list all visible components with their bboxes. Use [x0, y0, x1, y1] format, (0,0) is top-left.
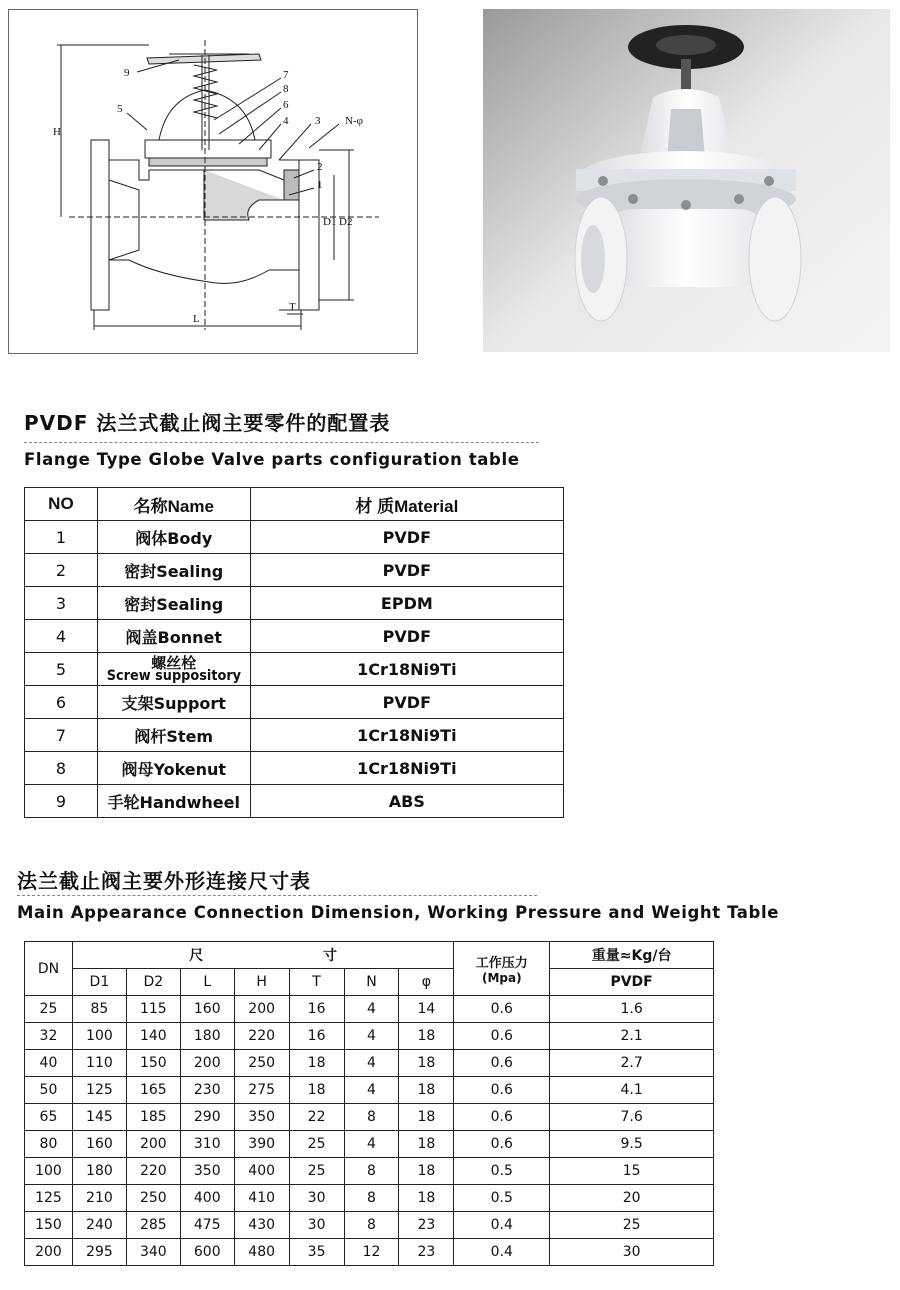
cell-material: PVDF: [250, 554, 563, 587]
cell-d2: 140: [126, 1023, 180, 1050]
table-row: [25, 1185, 714, 1212]
cell-h: 390: [234, 1131, 289, 1158]
table-row: [25, 554, 564, 587]
table-header-row: [25, 942, 714, 969]
cell-weight: 2.1: [550, 1023, 714, 1050]
cell-d1: 125: [72, 1077, 126, 1104]
cell-d1: 85: [72, 996, 126, 1023]
cell-dn: 32: [25, 1023, 73, 1050]
cell-dn: 50: [25, 1077, 73, 1104]
table-header-row: [25, 969, 714, 996]
cell-name: [97, 653, 250, 686]
cell-weight: 1.6: [550, 996, 714, 1023]
cell-phi: 23: [399, 1212, 454, 1239]
cell-dn: 125: [25, 1185, 73, 1212]
cell-name: 阀盖Bonnet: [97, 620, 250, 653]
cell-no: 5: [25, 653, 98, 686]
cell-no: 6: [25, 686, 98, 719]
pressure-label: 工作压力: [475, 956, 528, 971]
table-header-row: [25, 488, 564, 521]
cell-name: 密封Sealing: [97, 554, 250, 587]
cell-name: 密封Sealing: [97, 587, 250, 620]
cell-d2: 165: [126, 1077, 180, 1104]
col-header-phi: φ: [399, 969, 454, 996]
cell-n: 4: [344, 1131, 399, 1158]
col-header-no: NO: [25, 488, 98, 521]
table-row: [25, 752, 564, 785]
cell-phi: 18: [399, 1158, 454, 1185]
cell-no: 7: [25, 719, 98, 752]
cell-t: 25: [289, 1158, 344, 1185]
cell-d2: 250: [126, 1185, 180, 1212]
cell-material: 1Cr18Ni9Ti: [250, 752, 563, 785]
cell-l: 230: [180, 1077, 234, 1104]
pressure-unit: (Mpa): [481, 971, 522, 985]
col-header-material: 材 质Material: [250, 488, 563, 521]
cell-h: 250: [234, 1050, 289, 1077]
col-header-dn: DN: [25, 942, 73, 996]
cell-d2: 220: [126, 1158, 180, 1185]
cell-phi: 18: [399, 1077, 454, 1104]
table-row: [25, 1077, 714, 1104]
cell-name: 阀母Yokenut: [97, 752, 250, 785]
table-row: [25, 785, 564, 818]
cell-pressure: 0.5: [454, 1185, 550, 1212]
cell-d2: 185: [126, 1104, 180, 1131]
cell-weight: 9.5: [550, 1131, 714, 1158]
cell-t: 16: [289, 996, 344, 1023]
cell-no: 3: [25, 587, 98, 620]
cell-n: 4: [344, 1077, 399, 1104]
cell-name: 手轮Handwheel: [97, 785, 250, 818]
dimension-table: [24, 941, 714, 1266]
valve-photo: [483, 9, 890, 352]
cell-material: EPDM: [250, 587, 563, 620]
cell-d2: 285: [126, 1212, 180, 1239]
table-row: [25, 1239, 714, 1266]
cell-material: PVDF: [250, 620, 563, 653]
cell-name: 支架Support: [97, 686, 250, 719]
dims-title-en: Main Appearance Connection Dimension, Working Pressure and Weight Table: [17, 903, 779, 922]
table-row: [25, 653, 564, 686]
cell-phi: 18: [399, 1023, 454, 1050]
parts-title-en: Flange Type Globe Valve parts configuration table: [24, 450, 520, 469]
cell-t: 18: [289, 1077, 344, 1104]
cell-n: 4: [344, 996, 399, 1023]
label-d2: D2: [339, 216, 353, 228]
cell-d2: 150: [126, 1050, 180, 1077]
cell-d2: 115: [126, 996, 180, 1023]
cell-phi: 18: [399, 1050, 454, 1077]
cell-d2: 340: [126, 1239, 180, 1266]
cell-d1: 210: [72, 1185, 126, 1212]
cell-t: 22: [289, 1104, 344, 1131]
col-header-t: T: [289, 969, 344, 996]
cell-h: 350: [234, 1104, 289, 1131]
cell-h: 275: [234, 1077, 289, 1104]
cell-pressure: 0.6: [454, 1023, 550, 1050]
cell-l: 400: [180, 1185, 234, 1212]
cell-dn: 100: [25, 1158, 73, 1185]
label-9: 9: [124, 67, 130, 79]
cell-dn: 80: [25, 1131, 73, 1158]
valve-section-diagram: [9, 10, 417, 353]
cell-l: 600: [180, 1239, 234, 1266]
cell-pressure: 0.6: [454, 1104, 550, 1131]
cell-d1: 160: [72, 1131, 126, 1158]
col-header-pressure: [454, 942, 550, 996]
cell-h: 480: [234, 1239, 289, 1266]
cell-t: 25: [289, 1131, 344, 1158]
cell-no: 9: [25, 785, 98, 818]
cell-pressure: 0.6: [454, 1077, 550, 1104]
col-header-d2: D2: [126, 969, 180, 996]
cell-n: 8: [344, 1158, 399, 1185]
cell-n: 4: [344, 1023, 399, 1050]
cell-dn: 200: [25, 1239, 73, 1266]
cell-material: 1Cr18Ni9Ti: [250, 719, 563, 752]
cell-t: 35: [289, 1239, 344, 1266]
cell-material: ABS: [250, 785, 563, 818]
cell-pressure: 0.6: [454, 1050, 550, 1077]
col-header-name: 名称Name: [97, 488, 250, 521]
col-header-l: L: [180, 969, 234, 996]
label-l: L: [193, 313, 200, 325]
table-row: [25, 620, 564, 653]
col-header-d1: D1: [72, 969, 126, 996]
col-header-h: H: [234, 969, 289, 996]
parts-configuration-table: [24, 487, 564, 818]
cell-n: 12: [344, 1239, 399, 1266]
cell-n: 4: [344, 1050, 399, 1077]
label-8: 8: [283, 83, 289, 95]
cell-name-en: Screw suppository: [106, 667, 241, 684]
cell-h: 430: [234, 1212, 289, 1239]
cell-no: 8: [25, 752, 98, 785]
label-3: 3: [315, 115, 321, 127]
cell-d2: 200: [126, 1131, 180, 1158]
cell-l: 200: [180, 1050, 234, 1077]
cell-l: 290: [180, 1104, 234, 1131]
table-row: [25, 1212, 714, 1239]
cell-l: 350: [180, 1158, 234, 1185]
cell-name: 阀杆Stem: [97, 719, 250, 752]
cell-d1: 100: [72, 1023, 126, 1050]
globe-valve-photo: [483, 9, 890, 352]
col-header-n: N: [344, 969, 399, 996]
cell-material: PVDF: [250, 521, 563, 554]
cell-dn: 25: [25, 996, 73, 1023]
label-7: 7: [283, 69, 289, 81]
cell-l: 310: [180, 1131, 234, 1158]
valve-technical-drawing: [8, 9, 418, 354]
table-row: [25, 587, 564, 620]
table-row: [25, 719, 564, 752]
cell-phi: 18: [399, 1104, 454, 1131]
table-row: [25, 521, 564, 554]
label-h: H: [53, 126, 61, 138]
size-char-2: 寸: [323, 948, 338, 964]
col-header-weight: 重量≈Kg/台: [550, 942, 714, 969]
cell-n: 8: [344, 1212, 399, 1239]
dimension-table-body: [25, 996, 714, 1266]
cell-l: 160: [180, 996, 234, 1023]
cell-weight: 30: [550, 1239, 714, 1266]
cell-h: 200: [234, 996, 289, 1023]
cell-d1: 240: [72, 1212, 126, 1239]
cell-d1: 110: [72, 1050, 126, 1077]
cell-pressure: 0.4: [454, 1239, 550, 1266]
label-d1: D1: [323, 216, 337, 228]
cell-n: 8: [344, 1104, 399, 1131]
cell-phi: 14: [399, 996, 454, 1023]
cell-h: 400: [234, 1158, 289, 1185]
table-row: [25, 1104, 714, 1131]
cell-weight: 25: [550, 1212, 714, 1239]
cell-no: 2: [25, 554, 98, 587]
cell-name: 阀体Body: [97, 521, 250, 554]
cell-l: 475: [180, 1212, 234, 1239]
cell-no: 4: [25, 620, 98, 653]
table-row: [25, 1158, 714, 1185]
cell-weight: 2.7: [550, 1050, 714, 1077]
table-row: [25, 1050, 714, 1077]
size-char-1: 尺: [189, 948, 204, 964]
cell-pressure: 0.6: [454, 996, 550, 1023]
divider: [17, 895, 537, 896]
cell-phi: 18: [399, 1131, 454, 1158]
cell-weight: 20: [550, 1185, 714, 1212]
cell-h: 220: [234, 1023, 289, 1050]
cell-d1: 180: [72, 1158, 126, 1185]
col-header-pvdf: PVDF: [550, 969, 714, 996]
cell-weight: 15: [550, 1158, 714, 1185]
cell-n: 8: [344, 1185, 399, 1212]
table-row: [25, 996, 714, 1023]
cell-no: 1: [25, 521, 98, 554]
parts-title-cn: PVDF 法兰式截止阀主要零件的配置表: [24, 411, 391, 435]
cell-dn: 40: [25, 1050, 73, 1077]
cell-name-cn: 螺丝栓: [151, 653, 197, 672]
cell-material: PVDF: [250, 686, 563, 719]
cell-phi: 18: [399, 1185, 454, 1212]
table-row: [25, 686, 564, 719]
cell-weight: 7.6: [550, 1104, 714, 1131]
label-n-phi: N-φ: [345, 115, 363, 127]
label-5: 5: [117, 103, 123, 115]
cell-pressure: 0.5: [454, 1158, 550, 1185]
cell-h: 410: [234, 1185, 289, 1212]
cell-t: 30: [289, 1212, 344, 1239]
cell-l: 180: [180, 1023, 234, 1050]
cell-t: 16: [289, 1023, 344, 1050]
cell-phi: 23: [399, 1239, 454, 1266]
label-1: 1: [317, 179, 323, 191]
dims-title-cn: 法兰截止阀主要外形连接尺寸表: [17, 869, 311, 893]
cell-d1: 145: [72, 1104, 126, 1131]
cell-pressure: 0.6: [454, 1131, 550, 1158]
label-t: T: [289, 301, 296, 313]
cell-material: 1Cr18Ni9Ti: [250, 653, 563, 686]
label-6: 6: [283, 99, 289, 111]
cell-t: 30: [289, 1185, 344, 1212]
label-4: 4: [283, 115, 289, 127]
cell-weight: 4.1: [550, 1077, 714, 1104]
col-header-size: [72, 942, 453, 969]
label-2: 2: [317, 161, 323, 173]
cell-t: 18: [289, 1050, 344, 1077]
divider: [24, 442, 539, 443]
cell-dn: 150: [25, 1212, 73, 1239]
cell-dn: 65: [25, 1104, 73, 1131]
cell-pressure: 0.4: [454, 1212, 550, 1239]
cell-d1: 295: [72, 1239, 126, 1266]
table-row: [25, 1023, 714, 1050]
table-row: [25, 1131, 714, 1158]
